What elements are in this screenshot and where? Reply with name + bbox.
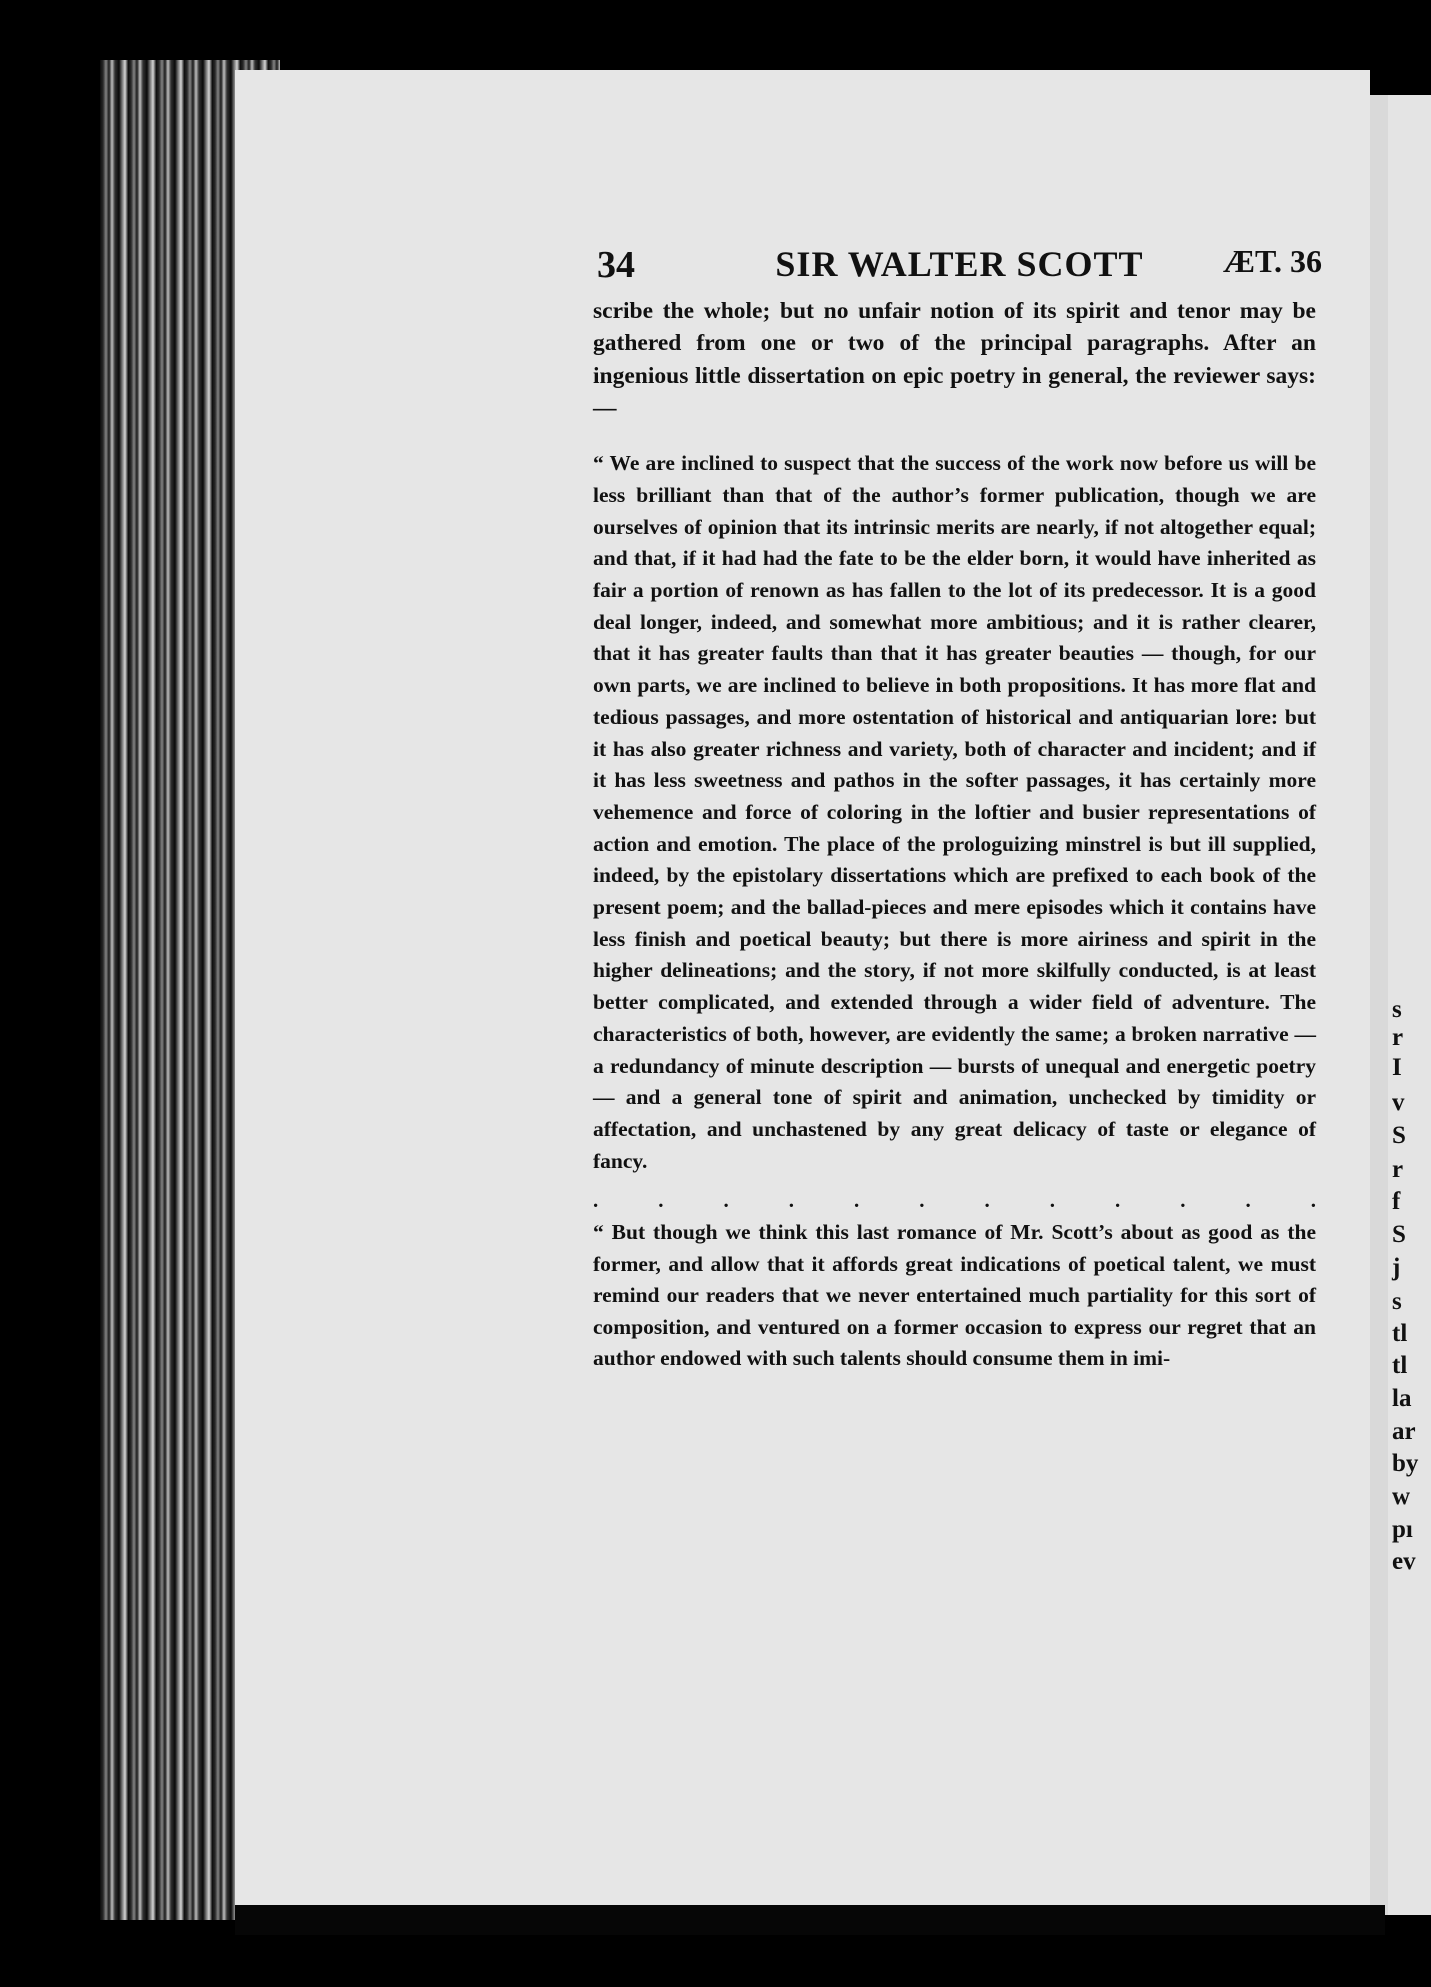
ellipsis-dot: .	[1310, 1188, 1316, 1213]
ellipsis-dot: .	[593, 1188, 599, 1213]
next-page-fragment: pı	[1392, 1516, 1413, 1543]
next-page-fragment: ar	[1392, 1418, 1416, 1445]
ellipsis-dot: .	[1180, 1188, 1186, 1213]
ellipsis-dot: .	[788, 1188, 794, 1213]
next-page-fragment: r	[1392, 1156, 1404, 1183]
next-page-fragment: s	[1392, 996, 1402, 1023]
age-marker: ÆT. 36	[1223, 243, 1322, 279]
next-page-fragment: v	[1392, 1089, 1405, 1116]
page-header	[597, 243, 1322, 293]
next-page-fragment: f	[1392, 1188, 1401, 1215]
next-page-fragment: r	[1392, 1024, 1404, 1051]
next-page-fragment: w	[1392, 1483, 1411, 1510]
next-page-fragment: j	[1392, 1254, 1401, 1281]
page-number: 34	[597, 244, 635, 286]
page-bottom-shadow	[235, 1905, 1385, 1935]
next-page-fragment: S	[1392, 1122, 1406, 1149]
ellipsis-dot: .	[1049, 1188, 1055, 1213]
next-page-fragment: S	[1392, 1221, 1406, 1248]
ellipsis-dot: .	[919, 1188, 925, 1213]
ellipsis-dot: .	[723, 1188, 729, 1213]
quoted-paragraph-1: “ We are inclined to suspect that the success of the work now before us will be less brilliant than that of the author’s former publication, though we are ourselves of opinion that its intrinsic merits are nearly, if not altogether equal; and that, if it had had the fate to be the elder born, it would have inherited as fair a portion of renown as has fallen to the lot of its predecessor. It is a good deal longer, indeed, and somewhat more ambitious; and it is rather clearer, that it has greater faults than that it has greater beauties — though, for our own parts, we are inclined to believe in both propositions. It has more flat and tedious passages, and more ostentation of historical and antiquarian lore: but it has also greater richness and variety, both of character and incident; and if it has less sweetness and pathos in the softer passages, it has certainly more vehemence and force of coloring in the loftier and busier representations of action and emotion. The place of the prologuizing minstrel is but ill supplied, indeed, by the epistolary dissertations which are prefixed to each book of the present poem; and the ballad-pieces and mere episodes which it contains have less finish and poetical beauty; but there is more airiness and spirit in the higher delineations; and the story, if not more skilfully conducted, is at least better complicated, and extended through a wider field of adventure. The characteristics of both, however, are evidently the same; a broken narrative — a redundancy of minute description — bursts of unequal and energetic poetry — and a general tone of spirit and animation, unchecked by timidity or affectation, and unchastened by any great delicacy of taste or elegance of fancy.	[593, 451, 1316, 1173]
next-page-fragment: by	[1392, 1450, 1419, 1477]
next-page-fragment: tl	[1392, 1352, 1408, 1379]
quoted-paragraph-2: “ But though we think this last romance of Mr. Scott’s about as good as the former, and allow that it affords great indications of poetical talent, we must remind our readers that we never entertained much partiality for this sort of composition, and ventured on a former occasion to express our regret that an author endowed with such talents should consume them in imi-	[593, 1220, 1316, 1371]
next-page-fragment: tl	[1392, 1320, 1408, 1347]
ellipsis-row	[593, 1189, 1316, 1211]
ellipsis-dot: .	[1245, 1188, 1251, 1213]
ellipsis-dot: .	[658, 1188, 664, 1213]
ellipsis-dot: .	[1115, 1188, 1121, 1213]
next-page-fragment: I	[1392, 1054, 1402, 1081]
next-page-fragment: ev	[1392, 1548, 1416, 1575]
page-gutter-shadow	[1370, 95, 1388, 1915]
intro-paragraph: scribe the whole; but no unfair notion of its spirit and tenor may be gathered from one or two of the principal paragraphs. After an ingenious little dissertation on epic poetry in general, the reviewer says: —	[593, 298, 1316, 421]
ellipsis-dot: .	[984, 1188, 990, 1213]
next-page-fragment: s	[1392, 1288, 1402, 1315]
body-text	[593, 295, 1316, 1375]
next-page-fragment: la	[1392, 1385, 1412, 1412]
running-title: SIR WALTER SCOTT	[775, 244, 1144, 284]
ellipsis-dot: .	[854, 1188, 860, 1213]
next-page-strip	[1388, 95, 1431, 1915]
